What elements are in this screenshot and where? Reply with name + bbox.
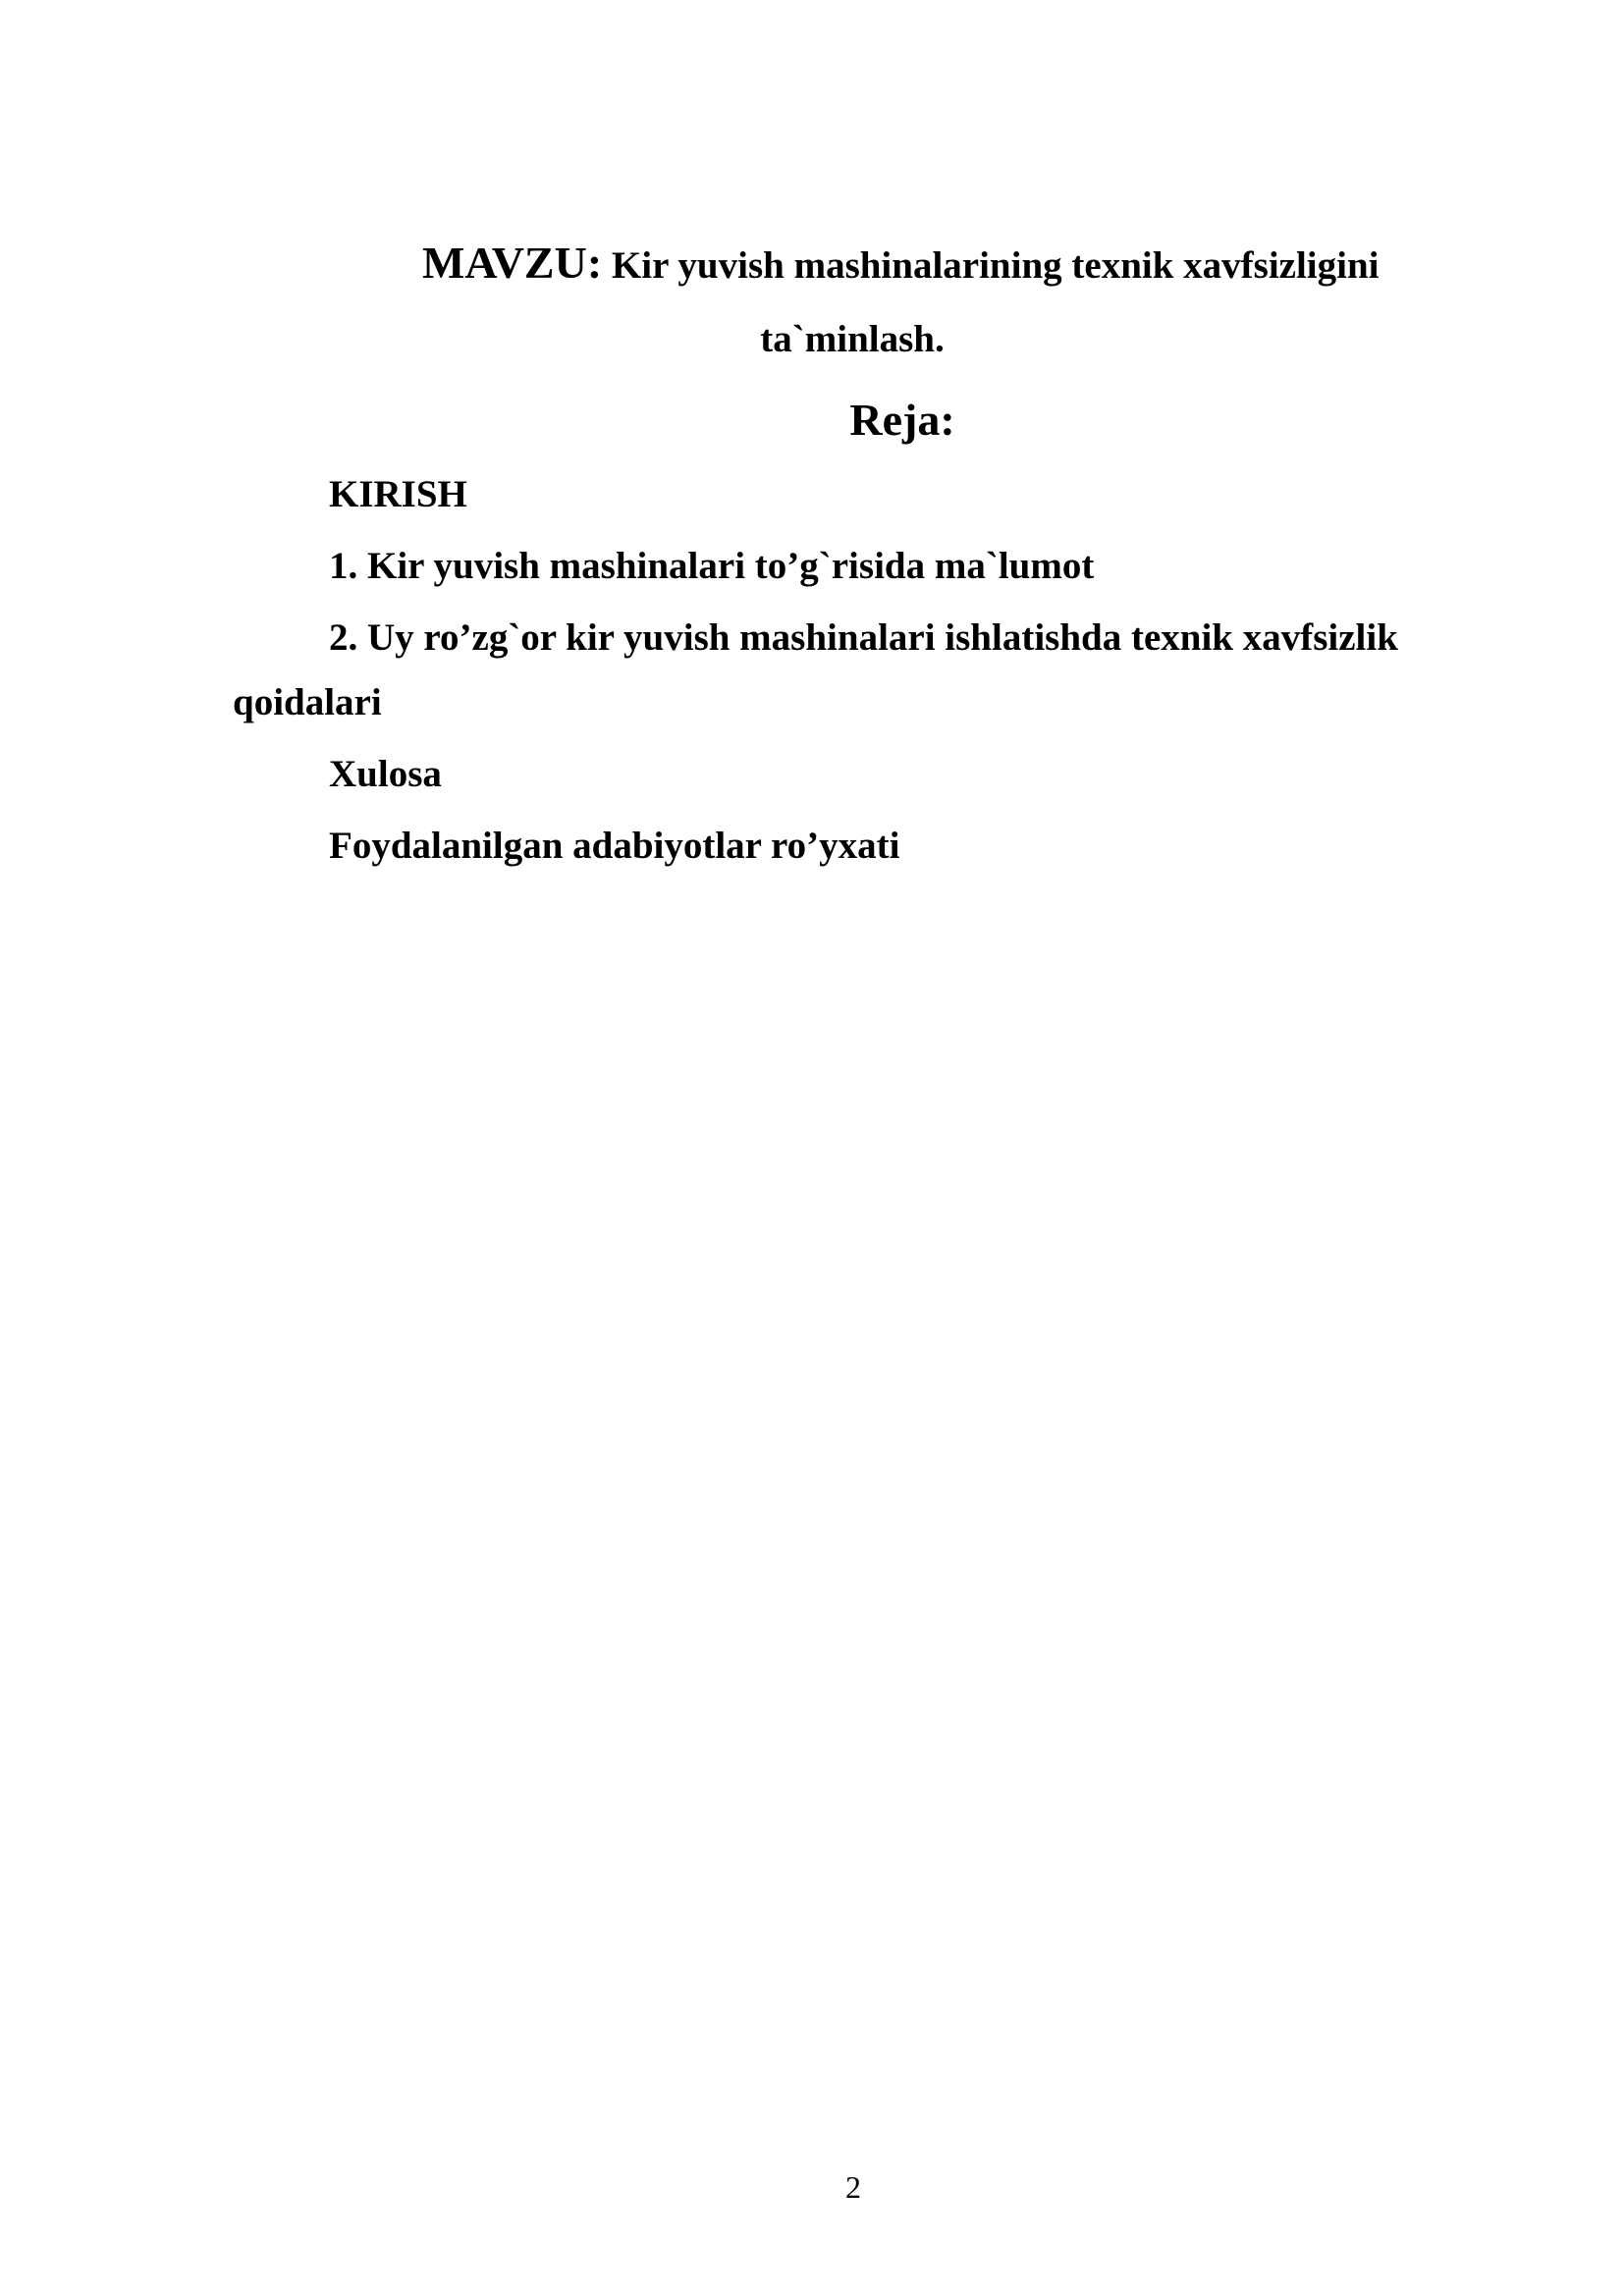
topic-label: MAVZU: xyxy=(422,238,603,288)
toc-item-references: Foydalanilgan adabiyotlar ro’yxati xyxy=(329,825,900,867)
topic-title xyxy=(422,234,1502,295)
toc-item-2: 2. Uy ro’zg`or kir yuvish mashinalari ishlatishda texnik xavfsizlik xyxy=(329,616,1398,659)
plan-heading: Reja: xyxy=(849,395,955,445)
topic-title-text: Kir yuvish mashinalarining texnik xavfsizligini xyxy=(602,244,1380,287)
toc-item-intro: KIRISH xyxy=(329,473,467,515)
toc-item-1: 1. Kir yuvish mashinalari to’g`risida ma`lumot xyxy=(329,545,1095,587)
page-number: 2 xyxy=(845,2169,861,2205)
toc-item-2-continuation: qoidalari xyxy=(233,681,382,723)
topic-title-continuation: ta`minlash. xyxy=(760,318,945,360)
toc-item-conclusion: Xulosa xyxy=(329,753,442,795)
